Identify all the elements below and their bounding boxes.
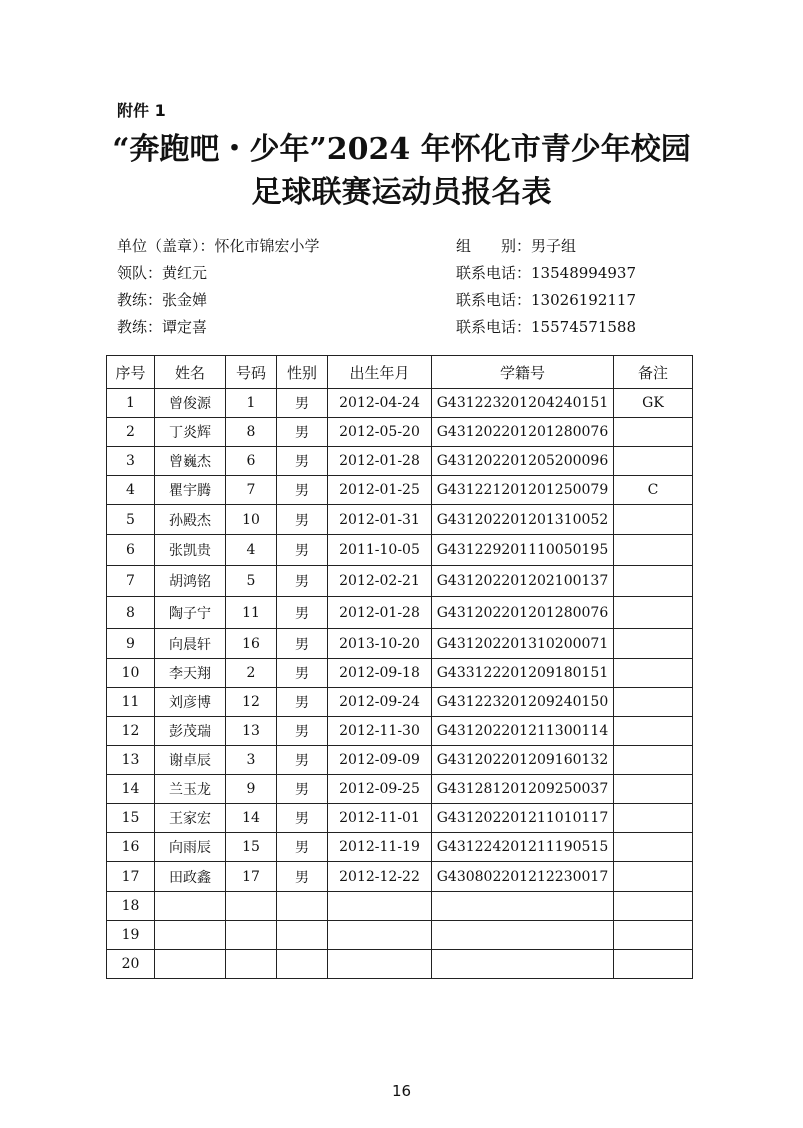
header-birth: 出生年月 [328,356,432,389]
leader-phone: 13548994937 [531,264,636,282]
cell-name: 李天翔 [155,659,226,688]
cell-student-id: G431202201310200071 [432,629,614,659]
cell-gender: 男 [277,389,328,418]
table-header-row [107,356,693,389]
cell-name: 胡鸿铭 [155,566,226,597]
cell-remark [614,505,693,535]
cell-number: 17 [226,862,277,892]
table-row [107,629,693,659]
coach2-phone-info [456,316,636,337]
coach1-phone: 13026192117 [531,291,636,309]
cell-student-id: G431229201110050195 [432,535,614,566]
cell-number: 1 [226,389,277,418]
group-value: 男子组 [531,237,577,255]
cell-gender: 男 [277,566,328,597]
title-line-1: “奔跑吧・少年”2024 年怀化市青少年校园 [112,132,691,167]
unit-info [117,235,320,256]
title-line-2: 足球联赛运动员报名表 [251,175,552,210]
cell-index: 16 [107,833,155,862]
cell-student-id [432,892,614,921]
cell-number: 11 [226,597,277,629]
cell-gender: 男 [277,688,328,717]
table-row [107,476,693,505]
header-index: 序号 [107,356,155,389]
cell-number: 6 [226,447,277,476]
cell-gender: 男 [277,505,328,535]
table-row [107,921,693,950]
coach1-info [117,289,207,310]
leader-phone-info [456,262,636,283]
cell-number: 7 [226,476,277,505]
cell-name: 王家宏 [155,804,226,833]
cell-name: 向雨辰 [155,833,226,862]
table-row [107,775,693,804]
cell-remark [614,688,693,717]
cell-remark [614,629,693,659]
cell-gender: 男 [277,476,328,505]
cell-birth [328,950,432,979]
header-name: 姓名 [155,356,226,389]
cell-name: 陶子宁 [155,597,226,629]
cell-remark [614,566,693,597]
cell-birth [328,892,432,921]
coach2-phone-label: 联系电话： [456,318,532,336]
cell-birth: 2012-09-09 [328,746,432,775]
cell-birth: 2011-10-05 [328,535,432,566]
table-row [107,597,693,629]
cell-number [226,892,277,921]
cell-student-id: G431221201201250079 [432,476,614,505]
cell-name: 曾巍杰 [155,447,226,476]
cell-index: 2 [107,418,155,447]
cell-remark: C [614,476,693,505]
cell-name [155,950,226,979]
cell-name: 田政鑫 [155,862,226,892]
cell-student-id: G431223201204240151 [432,389,614,418]
cell-gender: 男 [277,746,328,775]
cell-student-id: G431202201202100137 [432,566,614,597]
roster-body [107,389,693,979]
coach1-value: 张金婵 [162,291,208,309]
cell-gender: 男 [277,535,328,566]
leader-label: 领队： [117,264,163,282]
cell-birth: 2012-01-25 [328,476,432,505]
cell-index: 14 [107,775,155,804]
cell-remark [614,950,693,979]
cell-index: 18 [107,892,155,921]
cell-birth: 2012-01-28 [328,447,432,476]
cell-index: 17 [107,862,155,892]
cell-index: 9 [107,629,155,659]
cell-student-id: G431202201205200096 [432,447,614,476]
cell-remark [614,775,693,804]
cell-number: 13 [226,717,277,746]
cell-remark [614,659,693,688]
cell-birth: 2012-11-19 [328,833,432,862]
cell-name [155,921,226,950]
cell-gender: 男 [277,447,328,476]
cell-birth: 2012-09-25 [328,775,432,804]
cell-gender: 男 [277,418,328,447]
cell-index: 15 [107,804,155,833]
cell-student-id: G431281201209250037 [432,775,614,804]
cell-index: 3 [107,447,155,476]
cell-student-id: G431202201201310052 [432,505,614,535]
cell-number: 15 [226,833,277,862]
cell-number: 12 [226,688,277,717]
cell-remark [614,804,693,833]
cell-gender: 男 [277,717,328,746]
coach1-phone-label: 联系电话： [456,291,532,309]
table-row [107,418,693,447]
cell-student-id: G433122201209180151 [432,659,614,688]
unit-label: 单位（盖章）： [117,237,215,255]
cell-student-id: G430802201212230017 [432,862,614,892]
cell-remark [614,597,693,629]
cell-number [226,950,277,979]
cell-student-id: G431202201201280076 [432,418,614,447]
header-remark: 备注 [614,356,693,389]
cell-remark [614,717,693,746]
page-number: 16 [391,1082,412,1100]
cell-gender [277,892,328,921]
cell-birth: 2012-04-24 [328,389,432,418]
cell-birth: 2013-10-20 [328,629,432,659]
cell-number: 8 [226,418,277,447]
table-row [107,688,693,717]
cell-remark [614,892,693,921]
coach2-phone: 15574571588 [531,318,636,336]
cell-remark [614,746,693,775]
cell-name [155,892,226,921]
cell-gender [277,921,328,950]
cell-index: 12 [107,717,155,746]
cell-student-id: G431224201211190515 [432,833,614,862]
cell-gender: 男 [277,862,328,892]
cell-birth [328,921,432,950]
cell-index: 19 [107,921,155,950]
table-row [107,862,693,892]
coach2-value: 谭定喜 [162,318,208,336]
cell-remark [614,921,693,950]
cell-index: 20 [107,950,155,979]
header-gender: 性别 [277,356,328,389]
cell-number: 5 [226,566,277,597]
cell-number: 10 [226,505,277,535]
cell-index: 8 [107,597,155,629]
cell-index: 11 [107,688,155,717]
attachment-label: 附件 1 [117,101,166,120]
cell-number: 4 [226,535,277,566]
cell-number: 2 [226,659,277,688]
table-row [107,659,693,688]
cell-birth: 2012-09-24 [328,688,432,717]
cell-remark: GK [614,389,693,418]
unit-value: 怀化市锦宏小学 [214,237,320,255]
table-row [107,389,693,418]
table-row [107,892,693,921]
table-row [107,566,693,597]
cell-gender: 男 [277,833,328,862]
cell-gender: 男 [277,775,328,804]
cell-student-id [432,950,614,979]
cell-remark [614,447,693,476]
cell-name: 刘彦博 [155,688,226,717]
cell-index: 10 [107,659,155,688]
coach1-label: 教练： [117,291,163,309]
cell-index: 7 [107,566,155,597]
cell-birth: 2012-01-28 [328,597,432,629]
cell-remark [614,833,693,862]
cell-name: 孙殿杰 [155,505,226,535]
cell-number [226,921,277,950]
cell-birth: 2012-02-21 [328,566,432,597]
cell-gender [277,950,328,979]
table-row [107,535,693,566]
cell-birth: 2012-05-20 [328,418,432,447]
cell-name: 曾俊源 [155,389,226,418]
table-row [107,950,693,979]
cell-birth: 2012-12-22 [328,862,432,892]
cell-remark [614,418,693,447]
roster-table [106,355,693,979]
leader-phone-label: 联系电话： [456,264,532,282]
cell-birth: 2012-11-30 [328,717,432,746]
cell-birth: 2012-11-01 [328,804,432,833]
cell-number: 3 [226,746,277,775]
cell-student-id [432,921,614,950]
leader-value: 黄红元 [162,264,208,282]
cell-birth: 2012-09-18 [328,659,432,688]
cell-remark [614,862,693,892]
header-number: 号码 [226,356,277,389]
table-row [107,833,693,862]
cell-name: 向晨轩 [155,629,226,659]
cell-student-id: G431202201211010117 [432,804,614,833]
coach2-label: 教练： [117,318,163,336]
cell-name: 瞿宇腾 [155,476,226,505]
cell-remark [614,535,693,566]
cell-name: 张凯贵 [155,535,226,566]
cell-student-id: G431202201211300114 [432,717,614,746]
group-info [456,235,576,256]
cell-student-id: G431202201201280076 [432,597,614,629]
coach1-phone-info [456,289,636,310]
leader-info [117,262,207,283]
cell-gender: 男 [277,597,328,629]
cell-gender: 男 [277,804,328,833]
cell-index: 6 [107,535,155,566]
cell-gender: 男 [277,659,328,688]
cell-name: 丁炎辉 [155,418,226,447]
table-row [107,505,693,535]
cell-index: 1 [107,389,155,418]
table-row [107,746,693,775]
table-row [107,804,693,833]
cell-name: 谢卓辰 [155,746,226,775]
group-label: 组 别： [456,237,532,255]
cell-number: 14 [226,804,277,833]
table-row [107,717,693,746]
cell-index: 5 [107,505,155,535]
cell-index: 4 [107,476,155,505]
table-row [107,447,693,476]
cell-name: 兰玉龙 [155,775,226,804]
cell-student-id: G431223201209240150 [432,688,614,717]
cell-student-id: G431202201209160132 [432,746,614,775]
cell-number: 9 [226,775,277,804]
cell-index: 13 [107,746,155,775]
header-student-id: 学籍号 [432,356,614,389]
cell-gender: 男 [277,629,328,659]
cell-name: 彭茂瑞 [155,717,226,746]
cell-number: 16 [226,629,277,659]
coach2-info [117,316,207,337]
cell-birth: 2012-01-31 [328,505,432,535]
